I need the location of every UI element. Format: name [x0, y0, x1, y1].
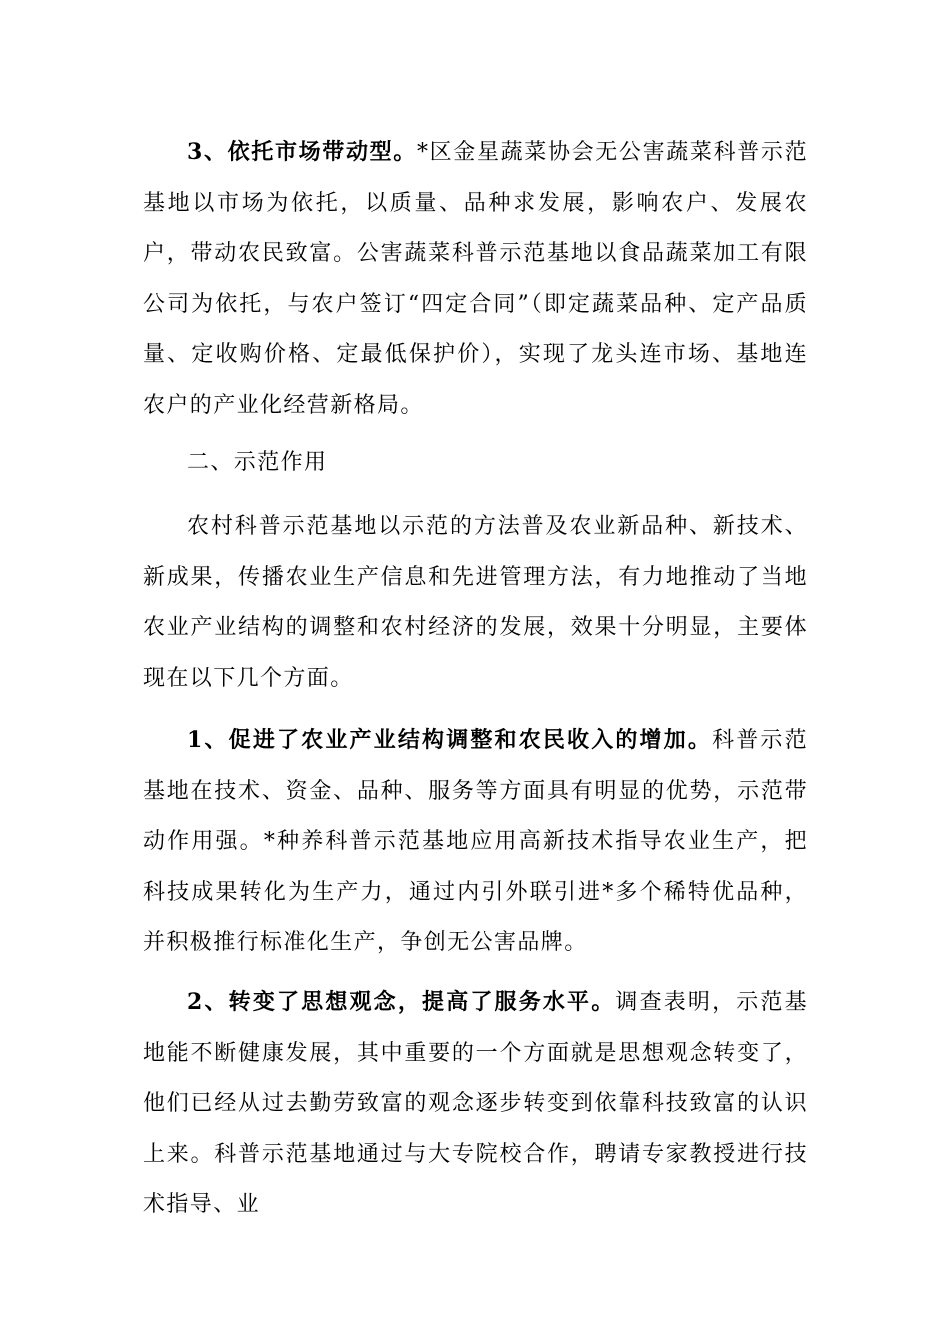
paragraph-market-driven: [143, 127, 808, 431]
paragraph-intro: [143, 502, 808, 704]
paragraph-lead: 2、转变了思想观念，提高了服务水平。: [187, 989, 616, 1015]
paragraph-body: 农村科普示范基地以示范的方法普及农业新品种、新技术、新成果，传播农业生产信息和先进管理方法，有力地推动了当地农业产业结构的调整和农村经济的发展，效果十分明显，主要体现在以下几个方面。: [143, 514, 808, 691]
paragraph-mindset-change: [143, 977, 808, 1231]
paragraph-body: *区金星蔬菜协会无公害蔬菜科普示范基地以市场为依托，以质量、品种求发展，影响农户、发展农户，带动农民致富。公害蔬菜科普示范基地以食品蔬菜加工有限公司为依托，与农户签订“四定合同”（即定蔬菜品种、定产品质量、定收购价格、定最低保护价），实现了龙头连市场、基地连农户的产业化经营新格局。: [143, 140, 808, 418]
paragraph-lead: 1、促进了农业产业结构调整和农民收入的增加。: [187, 727, 713, 753]
paragraph-lead: 3、依托市场带动型。: [187, 139, 417, 165]
section-heading: 二、示范作用: [187, 450, 328, 475]
paragraph-structure-adjustment: [143, 715, 808, 969]
paragraph-body: 科普示范基地在技术、资金、品种、服务等方面具有明显的优势，示范带动作用强。*种养科普示范基地应用高新技术指导农业生产，把科技成果转化为生产力，通过内引外联引进*多个稀特优品种，并积极推行标准化生产，争创无公害品牌。: [143, 728, 808, 955]
paragraph-body: 调查表明，示范基地能不断健康发展，其中重要的一个方面就是思想观念转变了，他们已经从过去勤劳致富的观念逐步转变到依靠科技致富的认识上来。科普示范基地通过与大专院校合作，聘请专家教授进行技术指导、业: [143, 990, 809, 1217]
